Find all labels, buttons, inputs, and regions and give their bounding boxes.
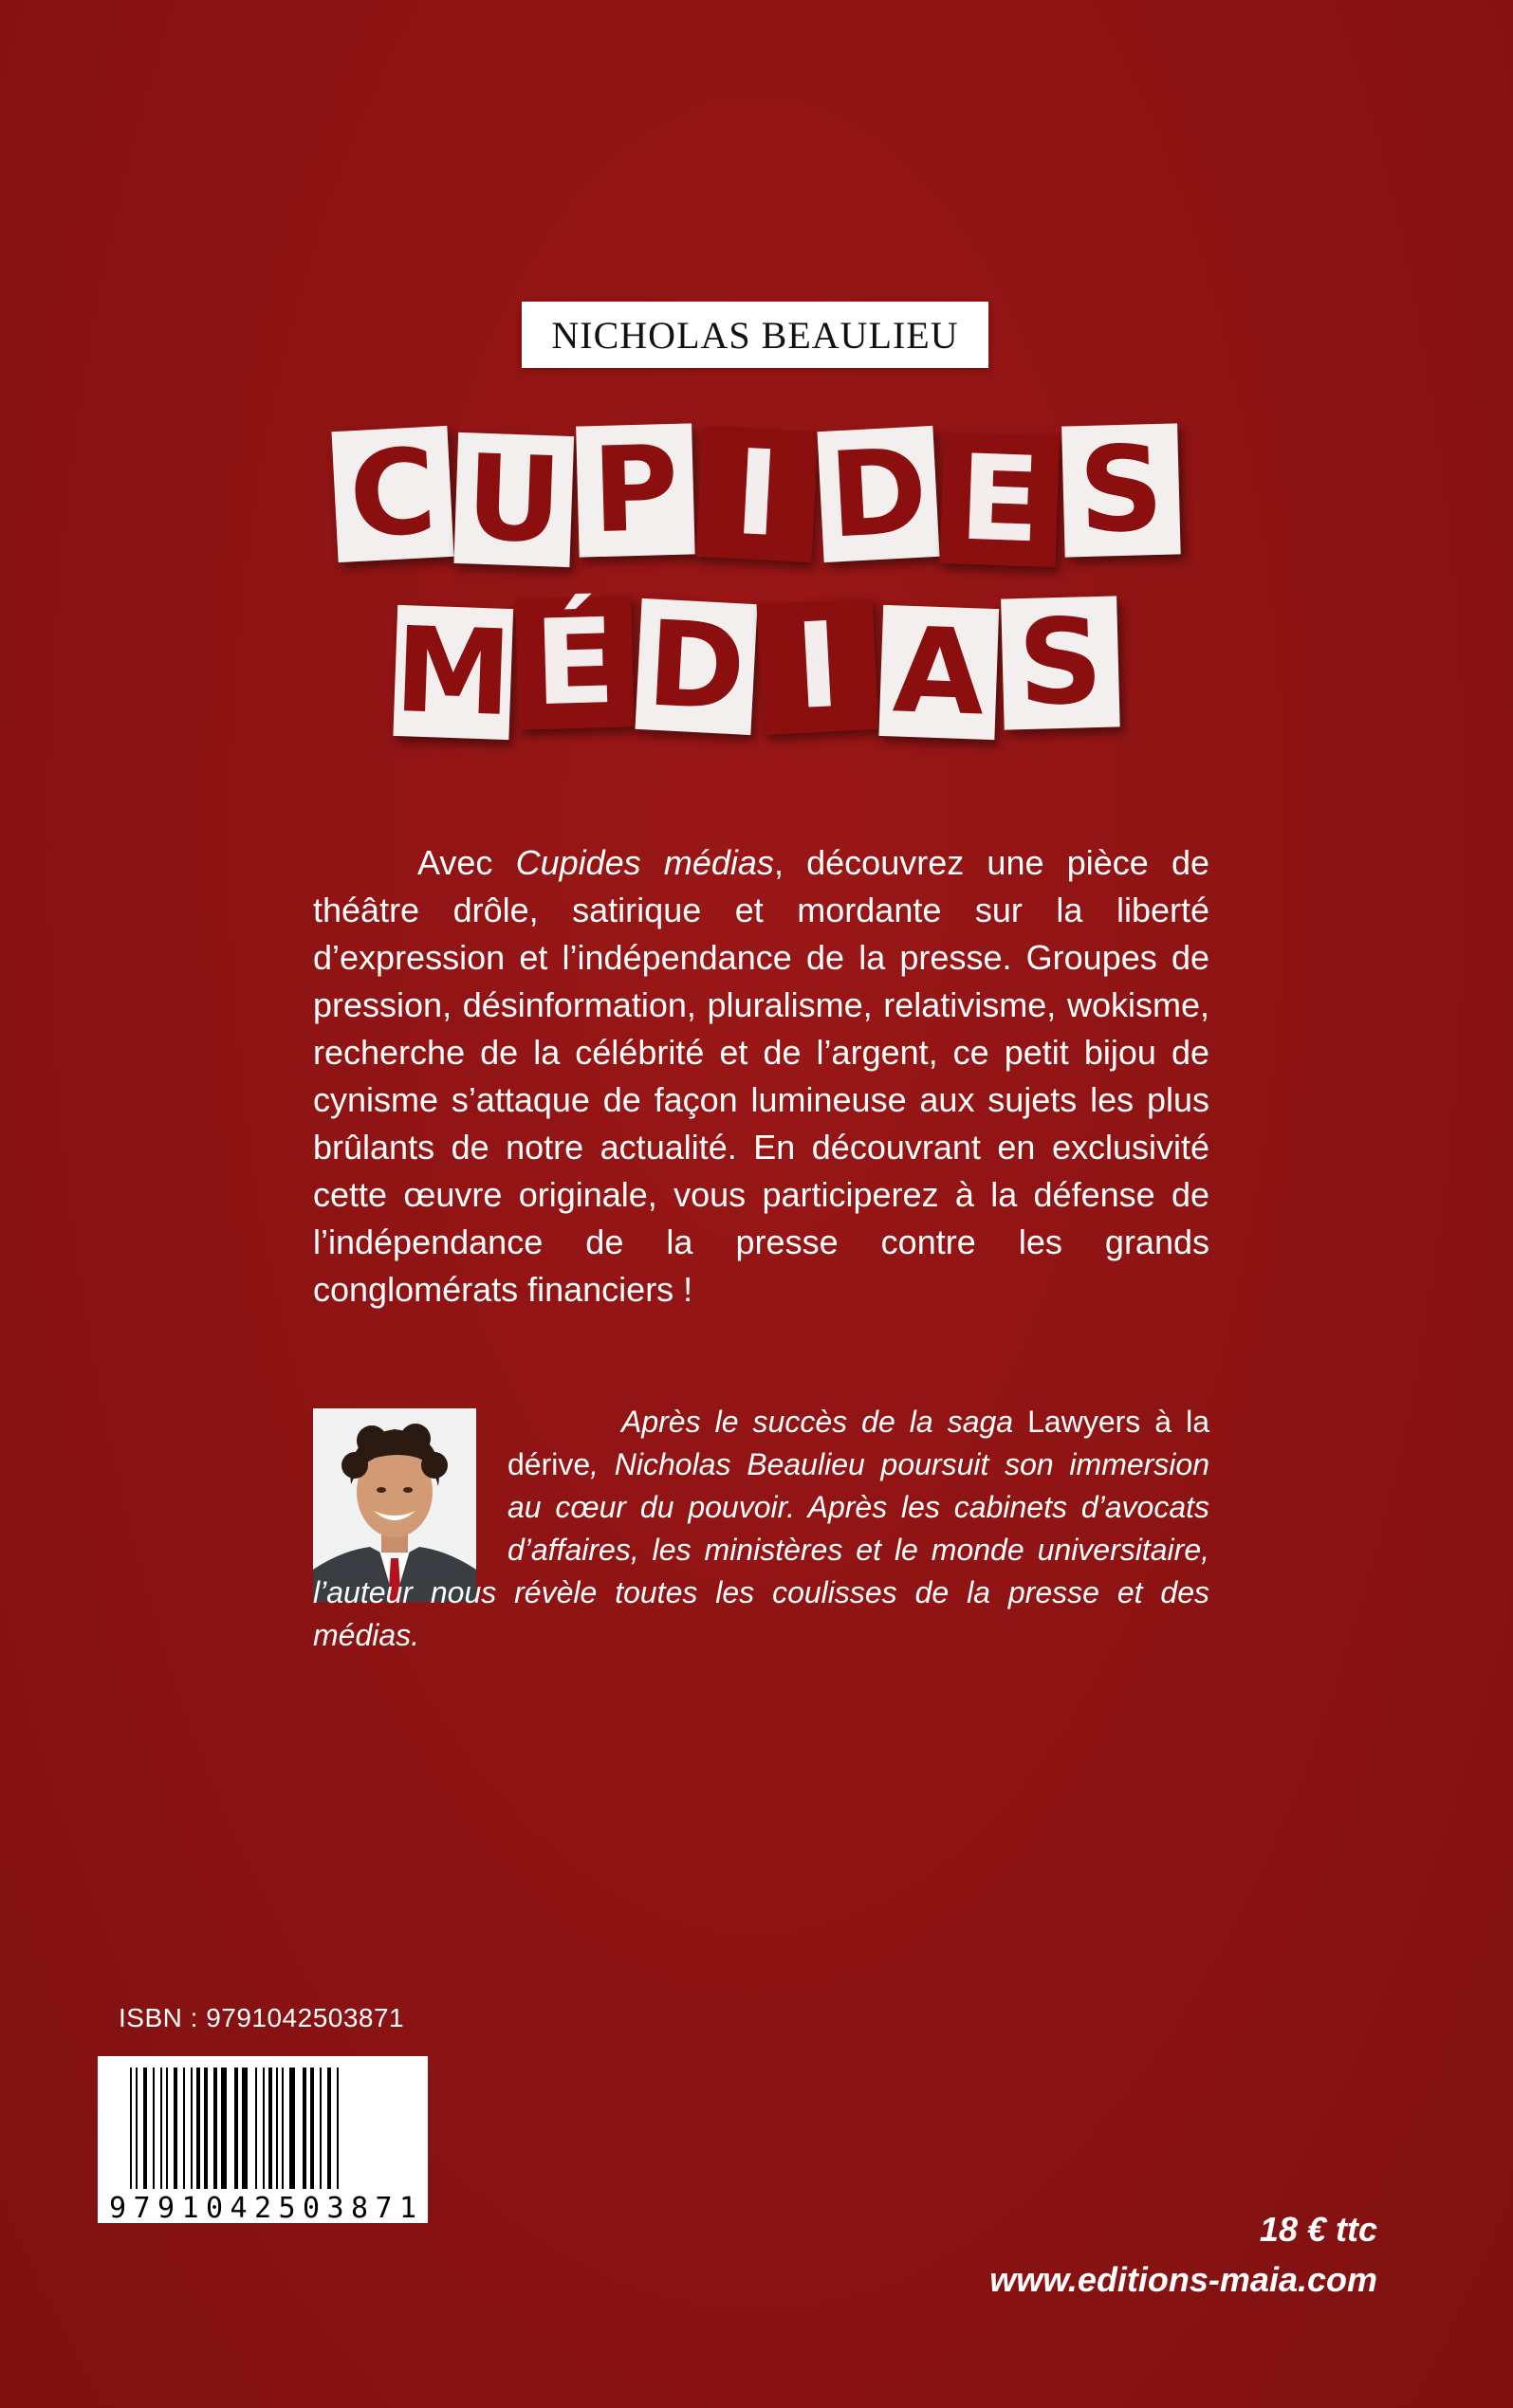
barcode-bar xyxy=(337,2068,339,2189)
barcode-bar xyxy=(276,2068,278,2189)
barcode-bar xyxy=(143,2068,147,2189)
barcode-bar xyxy=(268,2068,272,2189)
barcode-bar xyxy=(320,2068,322,2189)
barcode-bar xyxy=(263,2068,265,2189)
title-letter: I xyxy=(695,426,818,562)
barcode-bar xyxy=(136,2068,138,2189)
blurb-after: , découvrez une pièce de théâtre drôle, satirique et mordante sur la liberté d’expression et l’indépendance de la presse. Groupes de pression, désinformation, pluralisme, relativisme, wokisme, recherche de la célébrité et de l’argent, ce petit bijou de cynisme s’attaque de façon lumineuse aux sujets les plus brûlants de notre actualité. En découvrant en exclusivité cette œuvre originale, vous participerez à la défense de l’indépendance de la presse contre les grands conglomérats financiers ! xyxy=(313,843,1210,1309)
barcode-bar xyxy=(204,2068,208,2189)
barcode-bar xyxy=(221,2068,227,2189)
price: 18 € ttc xyxy=(1259,2210,1377,2249)
title-letter: S xyxy=(1001,596,1120,729)
barcode-bar xyxy=(160,2068,162,2189)
title-letter: P xyxy=(576,423,695,557)
barcode-bar xyxy=(282,2068,284,2189)
barcode-bar xyxy=(213,2068,217,2189)
author-name-box xyxy=(522,302,988,368)
blurb-book-title: Cupides médias xyxy=(515,843,774,882)
author-name: NICHOLAS BEAULIEU xyxy=(551,313,959,357)
barcode-digits: 9791042503871 xyxy=(109,2192,416,2223)
barcode-bar xyxy=(310,2068,314,2189)
barcode-bar xyxy=(255,2068,257,2189)
title-line-1 xyxy=(0,420,1513,570)
title-letter: D xyxy=(635,598,757,735)
title-letter: D xyxy=(817,426,939,562)
barcode-bar xyxy=(234,2068,238,2189)
title-letter: M xyxy=(392,601,514,744)
title-letter: A xyxy=(878,605,999,740)
title-line-2 xyxy=(0,593,1513,744)
barcode-bar xyxy=(174,2068,177,2189)
title-letter: S xyxy=(1061,423,1181,557)
title-letter: I xyxy=(756,598,878,735)
bio-saga-title: Lawyers à la dérive xyxy=(507,1405,1210,1481)
bio-part1: Après le succès de la saga xyxy=(621,1405,1028,1439)
barcode-bar xyxy=(130,2068,132,2189)
blurb-before: Avec xyxy=(417,843,516,882)
author-bio xyxy=(313,1401,1209,1657)
title-letter: E xyxy=(939,432,1060,567)
publisher-website: www.editions-maia.com xyxy=(989,2260,1377,2299)
barcode-bar xyxy=(153,2068,155,2189)
title-letter: U xyxy=(453,432,574,567)
book-blurb xyxy=(313,839,1209,1314)
barcode-bar xyxy=(183,2068,185,2189)
barcode-bar xyxy=(196,2068,200,2189)
isbn-barcode xyxy=(98,2056,428,2223)
barcode-bar xyxy=(289,2068,295,2189)
barcode-bar xyxy=(327,2068,331,2189)
barcode-bar xyxy=(191,2068,193,2189)
title-letter: C xyxy=(331,426,453,562)
barcode-bar xyxy=(303,2068,306,2189)
bio-part2: , Nicholas Beaulieu poursuit son immersion au cœur du pouvoir. Après les cabinets d’avocats d’affaires, les ministères et le monde universitaire, l’auteur nous révèle toutes les coulisses de la presse et des médias. xyxy=(313,1447,1209,1652)
barcode-bar xyxy=(242,2068,248,2189)
isbn-label: ISBN : 9791042503871 xyxy=(119,2003,405,2032)
barcode-bar xyxy=(166,2068,168,2189)
title-letter: É xyxy=(515,596,635,729)
